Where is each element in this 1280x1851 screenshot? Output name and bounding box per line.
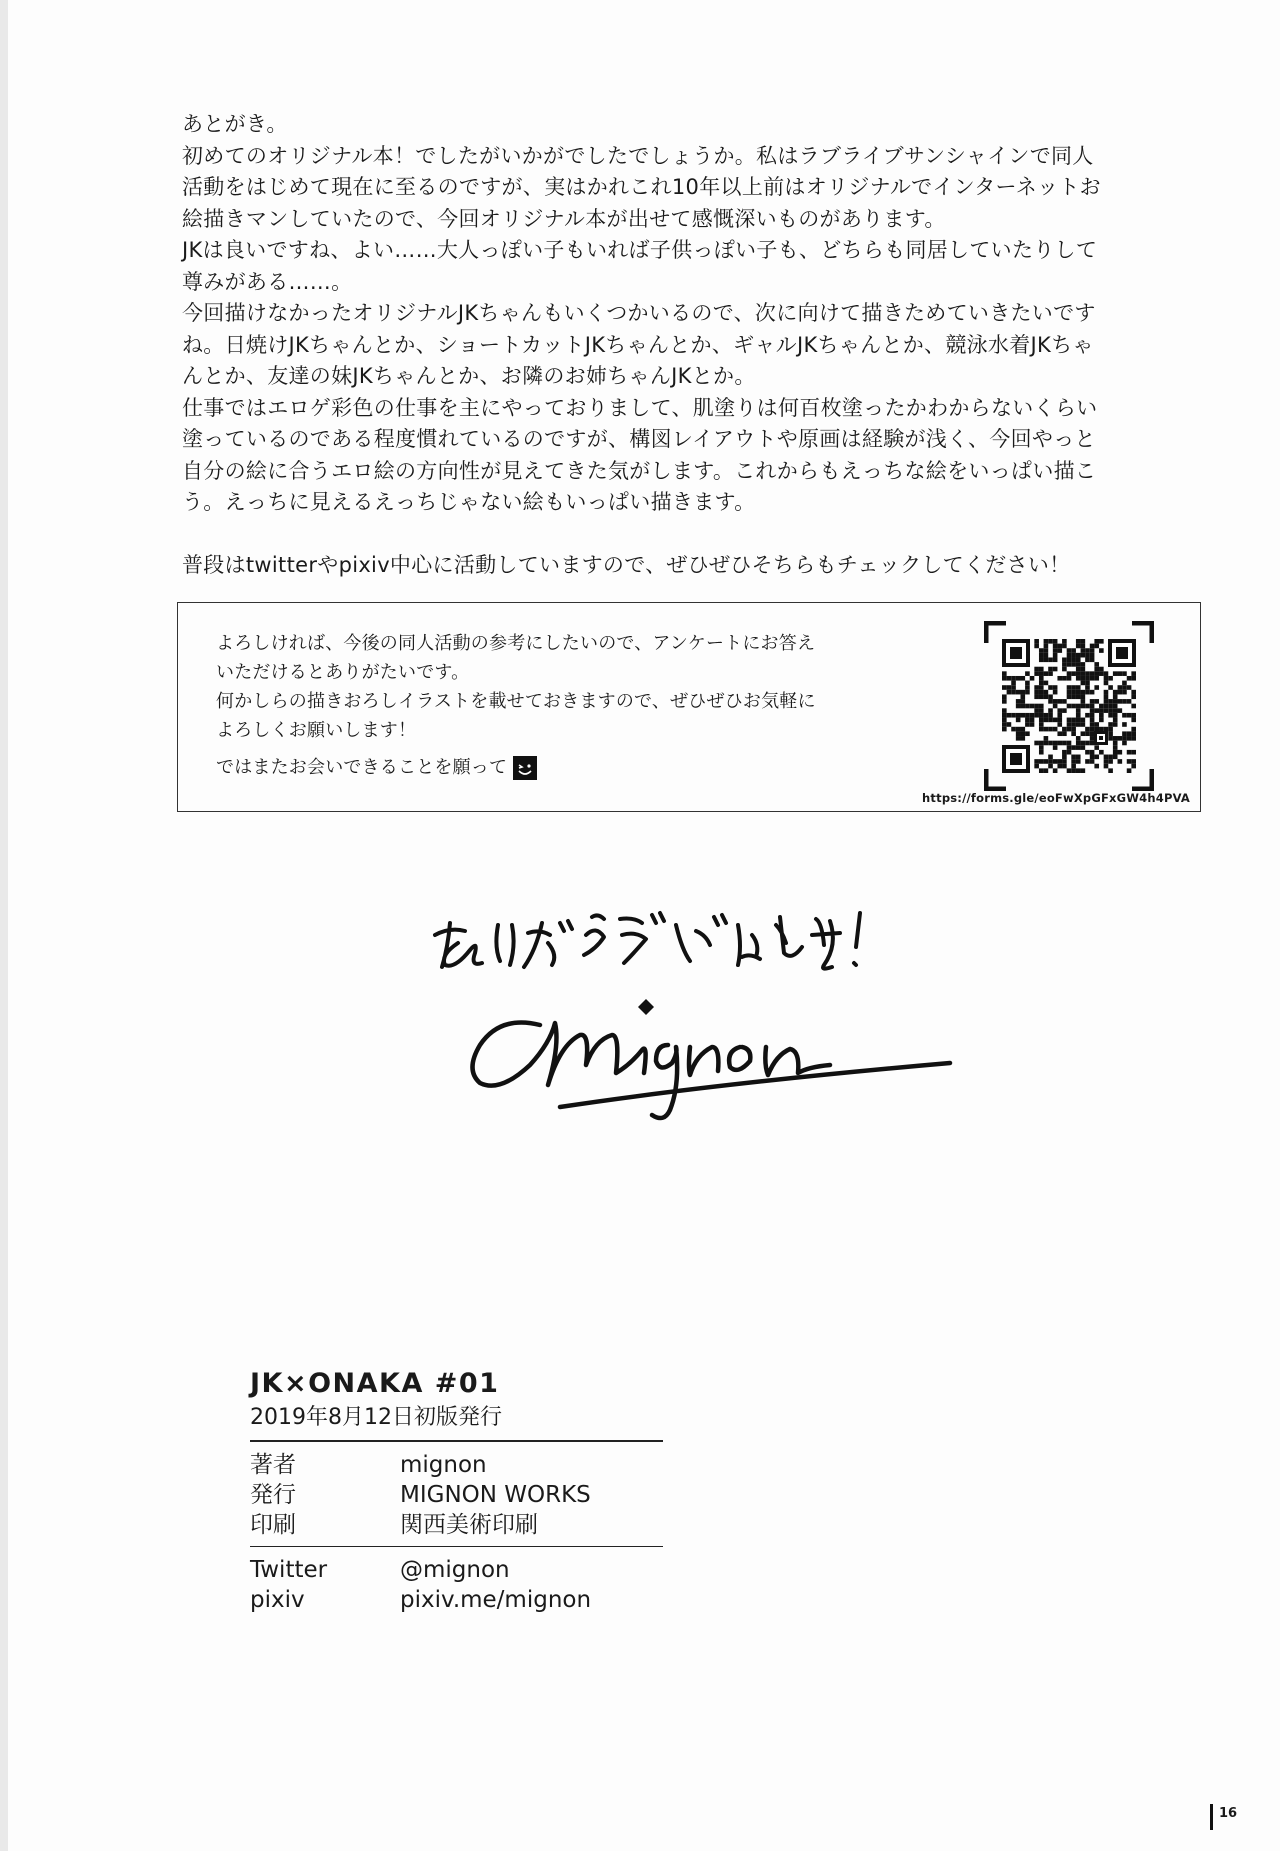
credit-row xyxy=(250,1510,670,1540)
survey-signoff: ではまたお会いできることを願って xyxy=(216,757,508,778)
credit-row xyxy=(250,1480,670,1510)
colophon-divider xyxy=(250,1440,663,1442)
link-label: Twitter xyxy=(250,1557,328,1583)
survey-note: 何かしらの描きおろしイラストを載せておきますので、ぜひぜひお気軽に よろしくお願いします！ xyxy=(216,691,816,741)
link-label: pixiv xyxy=(250,1587,305,1613)
survey-box xyxy=(177,602,1201,812)
wink-smiley-icon xyxy=(513,756,537,780)
afterword-paragraph: 初めてのオリジナル本！でしたがいかがでしたでしょうか。私はラブライブサンシャインで同人 活動をはじめて現在に至るのですが、実はかれこれ10年以上前はオリジナルでインターネットお 絵描きマンしていたので、今回オリジナル本が出せて感慨深いものがあります。 xyxy=(182,143,1101,231)
afterword-paragraph: JKは良いですね、よい……大人っぽい子もいれば子供っぽい子も、どちらも同居していたりして 尊みがある……。 xyxy=(182,238,1098,294)
survey-request: よろしければ、今後の同人活動の参考にしたいので、アンケートにお答え いただけるとありがたいです。 xyxy=(216,633,816,683)
colophon-links xyxy=(250,1555,670,1615)
twitter-link[interactable]: @mignon xyxy=(400,1557,510,1583)
credit-value: 関西美術印刷 xyxy=(400,1511,538,1538)
page-edge-shadow xyxy=(0,0,8,1851)
book-title: JK×ONAKA #01 xyxy=(250,1368,500,1399)
colophon-divider xyxy=(250,1546,663,1548)
credit-label: 著者 xyxy=(250,1451,296,1478)
afterword-heading: あとがき。 xyxy=(182,112,288,136)
credit-value: mignon xyxy=(400,1451,487,1478)
page-number-marker xyxy=(1210,1804,1213,1830)
afterword-paragraph: 仕事ではエロゲ彩色の仕事を主にやっておりまして、肌塗りは何百枚塗ったかわからないくらい 塗っているのである程度慣れているのですが、構図レイアウトや原画は経験が浅く、今回やっと 自分の絵に合うエロ絵の方向性が見えてきた気がします。これからもえっちな絵をいっぱい描こ う。えっちに見えるえっちじゃない絵もいっぱい描きます。 xyxy=(182,395,1098,514)
handwritten-thanks-signature xyxy=(420,895,980,1135)
credit-label: 発行 xyxy=(250,1481,296,1508)
afterword-closing: 普段はtwitterやpixiv中心に活動していますので、ぜひぜひそちらもチェックしてください！ xyxy=(182,552,1071,577)
qr-code-icon[interactable] xyxy=(984,621,1154,791)
pixiv-link[interactable]: pixiv.me/mignon xyxy=(400,1587,592,1613)
credit-row xyxy=(250,1450,670,1480)
link-row xyxy=(250,1555,670,1585)
afterword-section xyxy=(182,109,1192,581)
colophon xyxy=(250,1368,670,1615)
link-row xyxy=(250,1585,670,1615)
survey-url[interactable]: https://forms.gle/eoFwXpGFxGW4h4PVA xyxy=(922,791,1190,805)
credit-value: MIGNON WORKS xyxy=(400,1481,591,1508)
afterword-paragraph: 今回描けなかったオリジナルJKちゃんもいくつかいるので、次に向けて描きためていきたいです ね。日焼けJKちゃんとか、ショートカットJKちゃんとか、ギャルJKちゃんとか、競泳水着JKちゃ んとか、友達の妹JKちゃんとか、お隣のお姉ちゃんJKとか。 xyxy=(182,301,1096,388)
credit-label: 印刷 xyxy=(250,1511,296,1538)
publication-date: 2019年8月12日初版発行 xyxy=(250,1405,502,1430)
survey-text xyxy=(216,629,916,782)
colophon-credits xyxy=(250,1450,670,1540)
survey-signoff-row xyxy=(216,753,916,782)
page-number: 16 xyxy=(1219,1806,1238,1821)
paragraph-gap xyxy=(182,519,1192,550)
